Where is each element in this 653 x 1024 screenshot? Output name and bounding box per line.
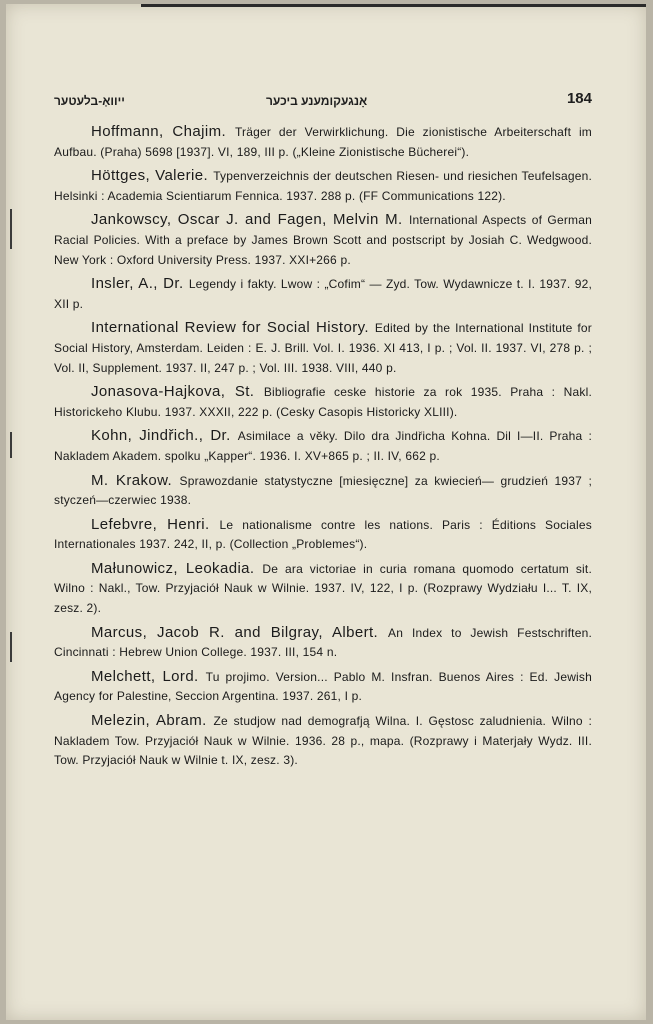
entry-text: Sprawozdanie statystyczne [miesięczne] za kwiecień— grudzień 1937 ; styczeń—czerwiec 1938. (54, 473, 592, 508)
page-top-rule (141, 4, 646, 7)
bibliography-entry (54, 210, 592, 270)
entry-heading: Melezin, Abram. (91, 712, 214, 730)
entry-heading: Melchett, Lord. (91, 667, 206, 685)
entry-text: Bibliografie ceske historie za rok 1935. Praha : Nakl. Historickeho Klubu. 1937. XXXII, 222 p. (Cesky Casopis Historicky XLIII). (54, 385, 592, 419)
entry-text: An Index to Jewish Festschriften. Cincinnati : Hebrew Union College. 1937. III, 154 n. (54, 625, 592, 660)
entry-heading: Hoffmann, Chajim. (91, 123, 235, 140)
entry-heading: International Review for Social History. (91, 319, 375, 337)
entry-heading: Lefebvre, Henri. (91, 515, 220, 533)
entry-heading: Insler, A., Dr. (91, 275, 189, 293)
entry-text: Ze studjow nad demografją Wilna. I. Gęstosc zaludnienia. Wilno : Nakladem Tow. Przyjaciół Nauk w Wilnie. 1936. 28 p., mapa. (Rozprawy i Materjały Wydz. III. Tow. Przyjaciół Nauk w Wilnie t. IX, zesz. 3). (54, 714, 593, 768)
bibliography-entry (54, 515, 592, 555)
bibliography-entry (54, 122, 592, 162)
bibliography-entry (54, 166, 592, 206)
entry-text: Legendy i fakty. Lwow : „Cofim“ — Zyd. Tow. Wydawnicze t. I. 1937. 92, XII p. (54, 277, 592, 311)
entry-heading: Kohn, Jindřich., Dr. (91, 427, 238, 445)
bibliography-entry (54, 559, 592, 619)
entry-text: Edited by the International Institute for Social History, Amsterdam. Leiden : E. J. Brill. Vol. I. 1936. XI 413, I p. ; Vol. II. 1937. VI, 278 p. ; Vol. II, Supplement. 1937. II, 247 p. ; Vol. III. 1938. VIII, 440 p. (54, 321, 593, 375)
entry-heading: Marcus, Jacob R. and Bilgray, Albert. (91, 623, 388, 641)
entry-heading: Jonasova-Hajkova, St. (91, 383, 264, 401)
entry-text: Träger der Verwirklichung. Die zionistische Arbeiterschaft im Aufbau. (Praha) 5698 [1937]. VI, 189, III p. („Kleine Zionistische Bücherei“). (54, 125, 593, 159)
bibliography-entry (54, 471, 592, 511)
bibliography-entry (54, 623, 592, 663)
entry-heading: Małunowicz, Leokadia. (91, 559, 263, 577)
entry-heading: Jankowscy, Oscar J. and Fagen, Melvin M. (91, 211, 409, 229)
entry-text: Asimilace a věky. Dilo dra Jindřicha Kohna. Dil I—II. Praha : Nakladem Akadem. spolku „Kapper“. 1936. I. XV+865 p. ; II. IV, 662 p. (54, 429, 592, 463)
margin-mark (10, 209, 12, 249)
entry-heading: Höttges, Valerie. (91, 167, 214, 185)
header-journal-title: ייוואָ-בלעטער (54, 94, 125, 108)
margin-mark (10, 632, 12, 662)
entry-text: International Aspects of German Racial Policies. With a preface by James Brown Scott and postscript by Josiah C. Wedgwood. New York : Oxford University Press. 1937. XXI+266 p. (54, 213, 592, 267)
bibliography-entry (54, 711, 592, 771)
bibliography-entry (54, 318, 592, 378)
entry-text: Le nationalisme contre les nations. Paris : Éditions Sociales Internationales 1937. 242, II, p. (Collection „Problemes“). (54, 517, 592, 552)
entry-heading: M. Krakow. (91, 471, 180, 489)
header-section-title: אָנגעקומענע ביכער (266, 94, 368, 108)
bibliography-list (54, 122, 592, 775)
bibliography-entry (54, 667, 592, 707)
margin-mark (10, 432, 12, 458)
page-number: 184 (566, 90, 592, 107)
bibliography-entry (54, 426, 592, 466)
running-header (54, 90, 592, 110)
bibliography-entry (54, 382, 592, 422)
scanned-page (6, 4, 646, 1020)
entry-text: Typenverzeichnis der deutschen Riesen- und riesichen Teufelsagen. Helsinki : Academia Scientiarum Fennica. 1937. 288 p. (FF Communications 122). (54, 169, 592, 203)
entry-text: De ara victoriae in curia romana quomodo certatum sit. Wilno : Nakl., Tow. Przyjaciół Nauk w Wilnie. 1937. IV, 122, I p. (Rozprawy Wydziału I... T. IX, zesz. 2). (54, 561, 592, 616)
bibliography-entry (54, 274, 592, 314)
entry-text: Tu projimo. Version... Pablo M. Insfran. Buenos Aires : Ed. Jewish Agency for Palestine, Seccion Argentina. 1937. 261, I p. (54, 669, 592, 704)
